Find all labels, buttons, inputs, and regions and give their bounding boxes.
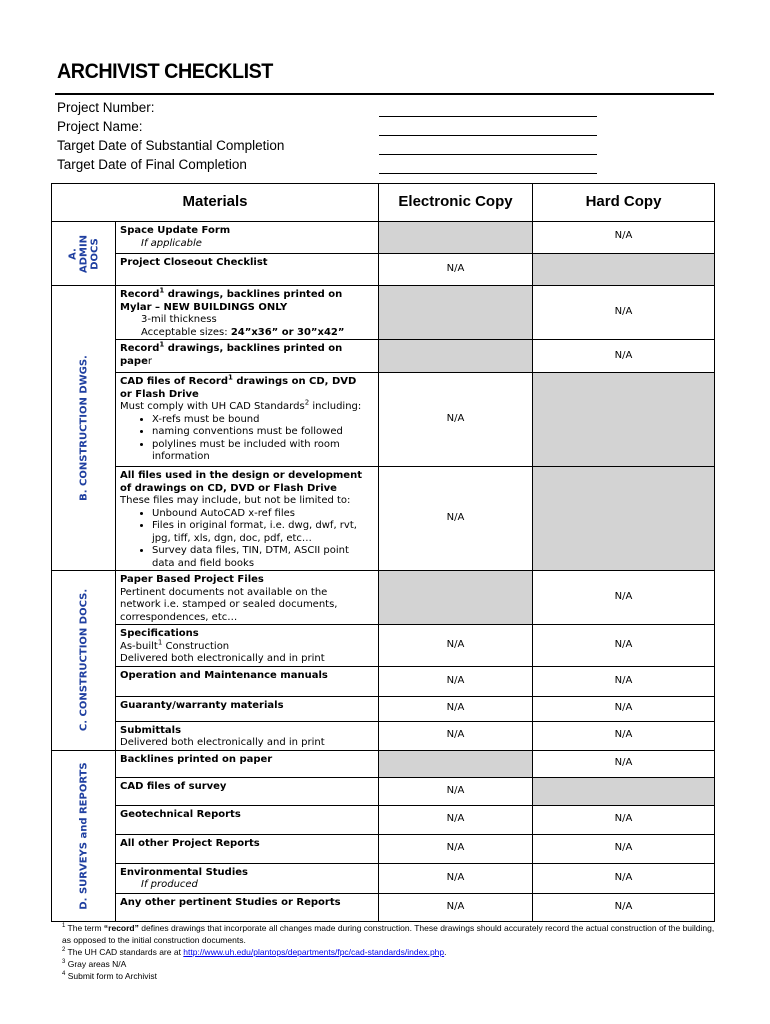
section-b-label: B. CONSTRUCTION DWGS.: [78, 355, 89, 501]
paper-drawings-cell: Record$^1$ drawings, backlines printed on paper: [116, 340, 379, 373]
submittals-cell: Submittals Delivered both electronically and in print: [116, 721, 379, 750]
table-row: [52, 571, 715, 625]
title-rule: [55, 93, 714, 95]
section-d-label-cell: [52, 750, 116, 921]
mylar-hard-cell[interactable]: N/A: [533, 286, 715, 340]
page-title: ARCHIVIST CHECKLIST: [57, 60, 273, 83]
table-row: [52, 750, 715, 777]
mylar-electronic-cell: [379, 286, 533, 340]
geotechnical-hard-cell[interactable]: N/A: [533, 805, 715, 834]
list-item: • Survey data files, TIN, DTM, ASCII point data and field books: [152, 545, 374, 570]
all-files-hard-cell: [533, 467, 715, 571]
table-row: [52, 863, 715, 893]
space-update-hard-cell[interactable]: N/A: [533, 222, 715, 254]
list-item: • Files in original format, i.e. dwg, dwf, rvt, jpg, tiff, xls, dgn, doc, pdf, etc…: [152, 520, 374, 545]
cad-survey-hard-cell: [533, 777, 715, 805]
other-studies-hard-cell[interactable]: N/A: [533, 893, 715, 921]
footnote-3: $^3$ Gray areas N/A: [62, 959, 127, 969]
geotechnical-electronic-cell[interactable]: N/A: [379, 805, 533, 834]
backlines-hard-cell[interactable]: N/A: [533, 750, 715, 777]
paper-based-electronic-cell: [379, 571, 533, 625]
all-files-cell: All files used in the design or development of drawings on CD, DVD or Flash Drive These files may include, but not be limited to: • Unbound AutoCAD x-ref files • Files in original format, i.e. dwg, dwf, rvt, jpg, tiff, xls, dgn, doc, pdf, etc… • Survey data files, TIN, DTM, ASCII point data and field books: [116, 467, 379, 571]
other-studies-cell: Any other pertinent Studies or Reports: [116, 893, 379, 921]
specifications-cell: Specifications As-built$^1$ Construction Delivered both electronically and in print: [116, 625, 379, 667]
closeout-checklist-cell: Project Closeout Checklist: [116, 254, 379, 286]
section-c-label: C. CONSTRUCTION DOCS.: [78, 589, 89, 732]
om-hard-cell[interactable]: N/A: [533, 666, 715, 696]
paper-electronic-cell: [379, 340, 533, 373]
cad-files-cell: CAD files of Record$^1$ drawings on CD, DVD or Flash Drive Must comply with UH CAD Standards$^2$ including: • X-refs must be bound • naming conventions must be followed • polylines must be included with room information: [116, 373, 379, 467]
table-row: [52, 625, 715, 667]
table-row: [52, 834, 715, 863]
environmental-electronic-cell[interactable]: N/A: [379, 863, 533, 893]
table-row: [52, 805, 715, 834]
project-number-field[interactable]: [379, 116, 597, 117]
project-number-label: Project Number:: [57, 100, 155, 115]
table-row: [52, 721, 715, 750]
section-a-label: A. ADMIN DOCS: [67, 234, 100, 273]
om-electronic-cell[interactable]: N/A: [379, 666, 533, 696]
final-completion-field[interactable]: [379, 173, 597, 174]
footnote-4: $^4$ Submit form to Archivist: [62, 971, 157, 981]
mylar-drawings-cell: Record$^1$ drawings, backlines printed on Mylar – NEW BUILDINGS ONLY 3-mil thickness Acceptable sizes: 24”x36” or 30”x42”: [116, 286, 379, 340]
cad-survey-electronic-cell[interactable]: N/A: [379, 777, 533, 805]
environmental-cell: Environmental Studies If produced: [116, 863, 379, 893]
section-a-label-cell: [52, 222, 116, 286]
guaranty-electronic-cell[interactable]: N/A: [379, 696, 533, 721]
list-item: • naming conventions must be followed: [152, 426, 374, 439]
section-d-label: D. SURVEYS and REPORTS: [78, 761, 89, 910]
cad-standards-link[interactable]: http://www.uh.edu/plantops/departments/fpc/cad-standards/index.php: [183, 947, 445, 957]
project-name-label: Project Name:: [57, 119, 143, 134]
table-row: [52, 777, 715, 805]
footnotes: [62, 922, 717, 982]
all-files-electronic-cell[interactable]: N/A: [379, 467, 533, 571]
list-item: • X-refs must be bound: [152, 414, 374, 427]
table-row: [52, 666, 715, 696]
hard-copy-header: Hard Copy: [533, 184, 715, 222]
submittals-electronic-cell[interactable]: N/A: [379, 721, 533, 750]
final-completion-label: Target Date of Final Completion: [57, 157, 247, 172]
substantial-completion-label: Target Date of Substantial Completion: [57, 138, 285, 153]
cad-hard-cell: [533, 373, 715, 467]
geotechnical-cell: Geotechnical Reports: [116, 805, 379, 834]
other-reports-cell: All other Project Reports: [116, 834, 379, 863]
paper-based-files-cell: Paper Based Project Files Pertinent documents not available on the network i.e. stamped or sealed documents, correspondences, etc…: [116, 571, 379, 625]
cad-survey-cell: CAD files of survey: [116, 777, 379, 805]
project-name-field[interactable]: [379, 135, 597, 136]
electronic-copy-header: Electronic Copy: [379, 184, 533, 222]
table-row: [52, 696, 715, 721]
section-c-label-cell: [52, 571, 116, 751]
guaranty-hard-cell[interactable]: N/A: [533, 696, 715, 721]
closeout-hard-cell: [533, 254, 715, 286]
backlines-cell: Backlines printed on paper: [116, 750, 379, 777]
section-b-label-cell: [52, 286, 116, 571]
paper-hard-cell[interactable]: N/A: [533, 340, 715, 373]
header-row: [52, 184, 715, 222]
checklist-table: [51, 183, 715, 922]
table-row: [52, 893, 715, 921]
cad-electronic-cell[interactable]: N/A: [379, 373, 533, 467]
table-row: [52, 286, 715, 340]
other-reports-hard-cell[interactable]: N/A: [533, 834, 715, 863]
environmental-hard-cell[interactable]: N/A: [533, 863, 715, 893]
footnote-2: $^2$ The UH CAD standards are at http://www.uh.edu/plantops/departments/fpc/cad-standards/index.php.: [62, 947, 447, 957]
footnote-1: $^1$ The term “record” defines drawings that incorporate all changes made during construction. These drawings should accurately record the actual construction of the building, as opposed to the initial construction documents.: [62, 923, 715, 945]
paper-based-hard-cell[interactable]: N/A: [533, 571, 715, 625]
materials-header: Materials: [52, 184, 379, 222]
table-row: [52, 373, 715, 467]
substantial-completion-field[interactable]: [379, 154, 597, 155]
other-reports-electronic-cell[interactable]: N/A: [379, 834, 533, 863]
guaranty-cell: Guaranty/warranty materials: [116, 696, 379, 721]
list-item: • polylines must be included with room information: [152, 439, 374, 464]
table-row: [52, 222, 715, 254]
specifications-hard-cell[interactable]: N/A: [533, 625, 715, 667]
table-row: [52, 254, 715, 286]
specifications-electronic-cell[interactable]: N/A: [379, 625, 533, 667]
table-row: [52, 340, 715, 373]
table-row: [52, 467, 715, 571]
list-item: • Unbound AutoCAD x-ref files: [152, 508, 374, 521]
closeout-electronic-cell[interactable]: N/A: [379, 254, 533, 286]
backlines-electronic-cell: [379, 750, 533, 777]
space-update-form-cell: Space Update Form If applicable: [116, 222, 379, 254]
om-manuals-cell: Operation and Maintenance manuals: [116, 666, 379, 696]
other-studies-electronic-cell[interactable]: N/A: [379, 893, 533, 921]
space-update-electronic-cell: [379, 222, 533, 254]
submittals-hard-cell[interactable]: N/A: [533, 721, 715, 750]
